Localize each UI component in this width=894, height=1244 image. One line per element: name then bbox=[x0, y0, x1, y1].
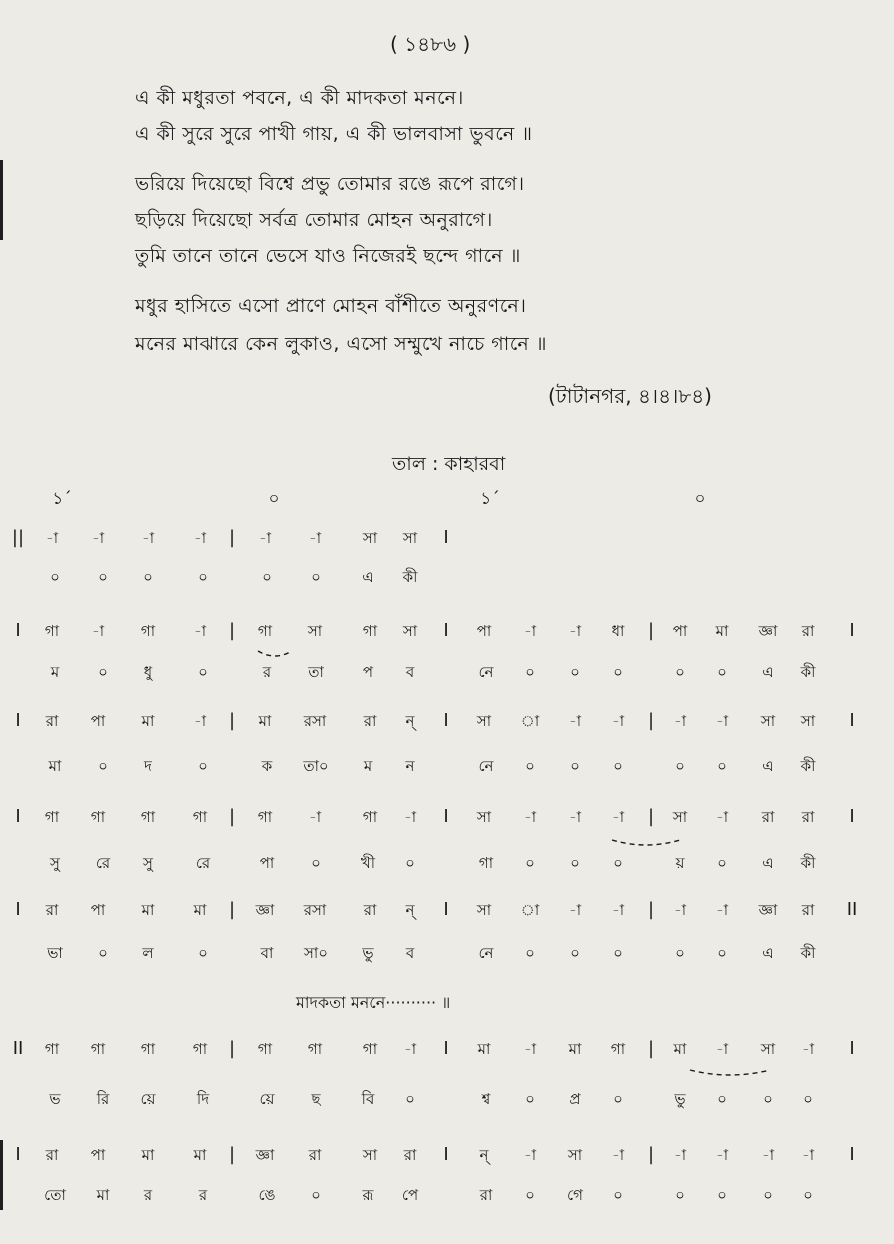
row-end-bar: I bbox=[849, 806, 855, 827]
swara-note: পা bbox=[90, 901, 106, 919]
swara-note: সা bbox=[800, 712, 816, 730]
lyric-syllable: ০ bbox=[525, 944, 535, 962]
row-end-bar: I bbox=[849, 1038, 855, 1059]
swara-note: গা bbox=[140, 808, 156, 826]
lyric-syllable: নে bbox=[478, 757, 494, 775]
lyric-syllable: ০ bbox=[405, 1090, 415, 1108]
swara-note: জ্ঞা bbox=[255, 1146, 275, 1164]
lyric-syllable: ০ bbox=[98, 663, 108, 681]
lyric-syllable: ব bbox=[405, 944, 415, 962]
lyric-syllable: ০ bbox=[50, 568, 60, 586]
lyric-syllable: ভু bbox=[674, 1090, 686, 1108]
lyric-syllable: ০ bbox=[525, 854, 535, 872]
bar-line: | bbox=[647, 806, 655, 827]
lyric-syllable: রে bbox=[195, 854, 211, 872]
swara-note: -া bbox=[91, 529, 105, 547]
swara-note: -া bbox=[611, 1146, 625, 1164]
lyric-syllable: ০ bbox=[525, 1186, 535, 1204]
swara-note: -া bbox=[715, 1146, 729, 1164]
lyric-syllable: তো bbox=[44, 1186, 66, 1204]
lyric-syllable: ০ bbox=[717, 854, 727, 872]
swara-note: -া bbox=[801, 1146, 815, 1164]
swara-note: মা bbox=[258, 712, 272, 730]
swara-note: গা bbox=[90, 1040, 106, 1058]
lyric-syllable: ০ bbox=[98, 568, 108, 586]
swara-note: রা bbox=[801, 901, 815, 919]
lyric-syllable: রি bbox=[96, 1090, 110, 1108]
swara-note: -া bbox=[193, 622, 207, 640]
lyric-syllable: ০ bbox=[613, 854, 623, 872]
swara-note: া bbox=[520, 901, 540, 919]
bar-line: | bbox=[647, 899, 655, 920]
swara-note: গা bbox=[44, 1040, 60, 1058]
swara-note: সা bbox=[567, 1146, 583, 1164]
row-end-bar: I bbox=[849, 620, 855, 641]
bar-line: | bbox=[228, 710, 236, 731]
row-start-bar: I bbox=[15, 710, 21, 731]
lyric-syllable: ০ bbox=[613, 944, 623, 962]
lyric-syllable: এ bbox=[762, 854, 774, 872]
lyric-syllable: তা০ bbox=[303, 757, 329, 775]
swara-note: -া bbox=[258, 529, 272, 547]
lyric-syllable: ভা bbox=[47, 944, 63, 962]
swara-note: -া bbox=[611, 712, 625, 730]
verse-line: ভরিয়ে দিয়েছো বিশ্বে প্রভু তোমার রঙে রূপে রাগে। bbox=[135, 173, 525, 195]
swara-note: গা bbox=[140, 1040, 156, 1058]
row-end-bar: II bbox=[846, 899, 858, 920]
row-start-bar: I bbox=[15, 1144, 21, 1165]
lyric-syllable: ০ bbox=[98, 757, 108, 775]
swara-note: সা bbox=[307, 622, 323, 640]
row-start-bar: I bbox=[15, 620, 21, 641]
lyric-syllable: য়ে bbox=[259, 1090, 275, 1108]
bar-line: I bbox=[443, 806, 449, 827]
lyric-syllable: র bbox=[262, 663, 272, 681]
lyric-syllable: ০ bbox=[198, 944, 208, 962]
bar-line: I bbox=[443, 527, 449, 548]
swara-note: -া bbox=[715, 712, 729, 730]
bar-line: I bbox=[443, 1038, 449, 1059]
bar-line: | bbox=[647, 1144, 655, 1165]
swara-note: গা bbox=[610, 1040, 626, 1058]
lyric-syllable: ভ bbox=[49, 1090, 61, 1108]
lyric-syllable: ০ bbox=[613, 1186, 623, 1204]
swara-note: সা bbox=[362, 529, 378, 547]
swara-note: রা bbox=[761, 808, 775, 826]
lyric-syllable: ঙে bbox=[258, 1186, 276, 1204]
swara-note: গা bbox=[307, 1040, 323, 1058]
lyric-syllable: ব bbox=[405, 663, 415, 681]
swara-note: রসা bbox=[303, 901, 327, 919]
lyric-syllable: ০ bbox=[198, 568, 208, 586]
lyric-syllable: সা০ bbox=[303, 944, 329, 962]
bar-line: | bbox=[228, 1144, 236, 1165]
lyric-syllable: কী bbox=[402, 568, 418, 586]
swara-note: মা bbox=[477, 1040, 491, 1058]
lyric-syllable: বি bbox=[361, 1090, 375, 1108]
swara-note: পা bbox=[476, 622, 492, 640]
swara-note: গা bbox=[44, 622, 60, 640]
swara-note: সা bbox=[760, 1040, 776, 1058]
lyric-syllable: ০ bbox=[570, 757, 580, 775]
lyric-syllable: ০ bbox=[311, 568, 321, 586]
lyric-syllable: ০ bbox=[613, 1090, 623, 1108]
lyric-syllable: ০ bbox=[803, 1090, 813, 1108]
swara-note: -া bbox=[761, 1146, 775, 1164]
swara-note: সা bbox=[476, 712, 492, 730]
swara-note: -া bbox=[715, 808, 729, 826]
swara-note: -া bbox=[673, 712, 687, 730]
swara-note: -া bbox=[523, 622, 537, 640]
lyric-syllable: ০ bbox=[525, 1090, 535, 1108]
bar-line: I bbox=[443, 620, 449, 641]
swara-note: মা bbox=[193, 901, 207, 919]
lyric-syllable: ০ bbox=[675, 1186, 685, 1204]
refrain-note: মাদকতা মননে·········· ॥ bbox=[296, 993, 451, 1012]
lyric-syllable: নে bbox=[478, 944, 494, 962]
row-start-bar: I bbox=[15, 899, 21, 920]
swara-note: -া bbox=[523, 1146, 537, 1164]
swara-note: ন্ bbox=[405, 901, 415, 919]
lyric-syllable: প bbox=[362, 663, 374, 681]
lyric-syllable: ০ bbox=[311, 854, 321, 872]
verse-line: এ কী সুরে সুরে পাখী গায়, এ কী ভালবাসা ভুবনে ॥ bbox=[135, 123, 533, 145]
lyric-syllable: গে bbox=[567, 1186, 583, 1204]
swara-note: রা bbox=[363, 712, 377, 730]
swara-note: মা bbox=[141, 1146, 155, 1164]
swara-note: ন্ bbox=[479, 1146, 489, 1164]
swara-note: রা bbox=[363, 901, 377, 919]
swara-note: গা bbox=[192, 808, 208, 826]
swara-note: ন্ bbox=[405, 712, 415, 730]
lyric-syllable: প্র bbox=[569, 1090, 581, 1108]
swara-note: গা bbox=[90, 808, 106, 826]
lyric-syllable: ছ bbox=[311, 1090, 321, 1108]
lyric-syllable: ০ bbox=[143, 568, 153, 586]
row-end-bar: I bbox=[849, 710, 855, 731]
swara-note: সা bbox=[476, 808, 492, 826]
bar-line: | bbox=[228, 806, 236, 827]
lyric-syllable: ০ bbox=[717, 944, 727, 962]
lyric-syllable: ০ bbox=[763, 1090, 773, 1108]
lyric-syllable: পা bbox=[259, 854, 275, 872]
swara-note: রসা bbox=[303, 712, 327, 730]
swara-note: -া bbox=[568, 622, 582, 640]
lyric-syllable: মা bbox=[48, 757, 62, 775]
taal-heading: তাল : কাহারবা bbox=[392, 453, 506, 475]
lyric-syllable: ভু bbox=[362, 944, 374, 962]
lyric-syllable: কী bbox=[800, 663, 816, 681]
lyric-syllable: রে bbox=[95, 854, 111, 872]
swara-note: -া bbox=[611, 808, 625, 826]
lyric-syllable: ম bbox=[50, 663, 60, 681]
swara-note: গা bbox=[257, 1040, 273, 1058]
swara-note: গা bbox=[362, 808, 378, 826]
swara-note: -া bbox=[568, 808, 582, 826]
row-start-bar: I bbox=[15, 806, 21, 827]
swara-note: -া bbox=[568, 712, 582, 730]
lyric-syllable: ০ bbox=[803, 1186, 813, 1204]
swara-note: মা bbox=[673, 1040, 687, 1058]
swara-note: রা bbox=[801, 808, 815, 826]
swara-note: -া bbox=[715, 901, 729, 919]
swara-note: -া bbox=[141, 529, 155, 547]
bar-line: | bbox=[228, 1038, 236, 1059]
bar-line: I bbox=[443, 899, 449, 920]
verse-line: ছড়িয়ে দিয়েছো সর্বত্র তোমার মোহন অনুরাগে। bbox=[135, 209, 493, 231]
lyric-syllable: ধু bbox=[143, 663, 153, 681]
lyric-syllable: ০ bbox=[525, 757, 535, 775]
swara-note: পা bbox=[90, 1146, 106, 1164]
swara-note: -া bbox=[193, 529, 207, 547]
swara-note: -া bbox=[673, 901, 687, 919]
swara-note: জ্ঞা bbox=[758, 901, 778, 919]
swara-note: পা bbox=[672, 622, 688, 640]
swara-note: সা bbox=[476, 901, 492, 919]
verse-line: মধুর হাসিতে এসো প্রাণে মোহন বাঁশীতে অনুরণনে। bbox=[135, 295, 527, 317]
swara-note: মা bbox=[141, 901, 155, 919]
bar-line: | bbox=[228, 527, 236, 548]
beat-mark: ০ bbox=[694, 489, 706, 509]
lyric-syllable: সু bbox=[143, 854, 153, 872]
verse-line: মনের মাঝারে কেন লুকাও, এসো সম্মুখে নাচে গানে ॥ bbox=[135, 333, 547, 355]
slur-mark bbox=[612, 840, 680, 845]
lyric-syllable: কী bbox=[800, 757, 816, 775]
lyric-syllable: ০ bbox=[198, 663, 208, 681]
bar-line: | bbox=[228, 620, 236, 641]
lyric-syllable: ০ bbox=[405, 854, 415, 872]
bar-line: | bbox=[228, 899, 236, 920]
page-number: ( ১৪৮৬ ) bbox=[390, 32, 471, 56]
lyric-syllable: ০ bbox=[717, 1090, 727, 1108]
swara-note: মা bbox=[141, 712, 155, 730]
swara-note: গা bbox=[140, 622, 156, 640]
lyric-syllable: গা bbox=[478, 854, 494, 872]
lyric-syllable: ০ bbox=[763, 1186, 773, 1204]
row-end-bar: I bbox=[849, 1144, 855, 1165]
lyric-syllable: ০ bbox=[98, 944, 108, 962]
swara-note: -া bbox=[45, 529, 59, 547]
slur-mark bbox=[690, 1070, 770, 1075]
lyric-syllable: বা bbox=[260, 944, 274, 962]
lyric-syllable: সু bbox=[50, 854, 60, 872]
bar-line: | bbox=[647, 710, 655, 731]
lyric-syllable: পে bbox=[401, 1186, 419, 1204]
swara-note: রা bbox=[308, 1146, 322, 1164]
swara-note: সা bbox=[402, 622, 418, 640]
lyric-syllable: এ bbox=[762, 757, 774, 775]
lyric-syllable: এ bbox=[762, 663, 774, 681]
swara-note: -া bbox=[308, 529, 322, 547]
swara-note: জ্ঞা bbox=[758, 622, 778, 640]
swara-note: রা bbox=[403, 1146, 417, 1164]
swara-note: সা bbox=[672, 808, 688, 826]
lyric-syllable: ০ bbox=[570, 663, 580, 681]
swara-note: -া bbox=[523, 808, 537, 826]
lyric-syllable: রূ bbox=[362, 1186, 374, 1204]
swara-note: -া bbox=[568, 901, 582, 919]
lyric-syllable: এ bbox=[362, 568, 374, 586]
lyric-syllable: ০ bbox=[717, 663, 727, 681]
beat-mark: ০ bbox=[268, 489, 280, 509]
lyric-syllable: ০ bbox=[525, 663, 535, 681]
lyric-syllable: ০ bbox=[570, 944, 580, 962]
lyric-syllable: ০ bbox=[717, 1186, 727, 1204]
swara-note: গা bbox=[192, 1040, 208, 1058]
lyric-syllable: য়ে bbox=[140, 1090, 156, 1108]
row-start-bar: || bbox=[11, 527, 25, 548]
swara-note: মা bbox=[193, 1146, 207, 1164]
lyric-syllable: ০ bbox=[675, 944, 685, 962]
swara-note: রা bbox=[45, 1146, 59, 1164]
swara-note: -া bbox=[673, 1146, 687, 1164]
swara-note: রা bbox=[45, 712, 59, 730]
lyric-syllable: কী bbox=[800, 944, 816, 962]
row-start-bar: II bbox=[12, 1038, 24, 1059]
lyric-syllable: য় bbox=[675, 854, 685, 872]
swara-note: -া bbox=[193, 712, 207, 730]
lyric-syllable: ল bbox=[142, 944, 154, 962]
swara-note: -া bbox=[403, 808, 417, 826]
swara-note: সা bbox=[402, 529, 418, 547]
swara-note: গা bbox=[257, 622, 273, 640]
bar-line: | bbox=[647, 1038, 655, 1059]
swara-note: -া bbox=[308, 808, 322, 826]
swara-note: -া bbox=[523, 1040, 537, 1058]
lyric-syllable: ০ bbox=[198, 757, 208, 775]
lyric-syllable: শ্ব bbox=[481, 1090, 491, 1108]
swara-note: মা bbox=[715, 622, 729, 640]
lyric-syllable: ০ bbox=[613, 757, 623, 775]
swara-note: ধা bbox=[611, 622, 625, 640]
swara-note: গা bbox=[362, 1040, 378, 1058]
lyric-syllable: খী bbox=[360, 854, 376, 872]
swara-note: -া bbox=[715, 1040, 729, 1058]
verse-line: তুমি তানে তানে ভেসে যাও নিজেরই ছন্দে গানে ॥ bbox=[135, 245, 521, 267]
swara-note: গা bbox=[44, 808, 60, 826]
lyric-syllable: ০ bbox=[675, 757, 685, 775]
lyric-syllable: ০ bbox=[311, 1186, 321, 1204]
lyric-syllable: ০ bbox=[717, 757, 727, 775]
swara-note: -া bbox=[801, 1040, 815, 1058]
lyric-syllable: নে bbox=[478, 663, 494, 681]
swara-note: া bbox=[520, 712, 540, 730]
lyric-syllable: দ bbox=[144, 757, 152, 775]
lyric-syllable: দি bbox=[196, 1090, 210, 1108]
slur-mark bbox=[258, 651, 292, 656]
beat-mark: ১´ bbox=[52, 489, 72, 509]
lyric-syllable: ০ bbox=[675, 663, 685, 681]
lyric-syllable: র bbox=[198, 1186, 208, 1204]
swara-note: সা bbox=[362, 1146, 378, 1164]
bar-line: I bbox=[443, 710, 449, 731]
lyric-syllable: ম bbox=[363, 757, 373, 775]
lyric-syllable: ০ bbox=[613, 663, 623, 681]
swara-note: -া bbox=[91, 622, 105, 640]
verse-line: এ কী মধুরতা পবনে, এ কী মাদকতা মননে। bbox=[135, 87, 464, 109]
bar-line: I bbox=[443, 1144, 449, 1165]
swara-note: জ্ঞা bbox=[255, 901, 275, 919]
swara-note: গা bbox=[257, 808, 273, 826]
swara-note: গা bbox=[362, 622, 378, 640]
swara-note: মা bbox=[568, 1040, 582, 1058]
place-date: (টাটানগর, ৪।৪।৮৪) bbox=[548, 384, 712, 408]
swara-note: সা bbox=[760, 712, 776, 730]
lyric-syllable: তা bbox=[308, 663, 324, 681]
bar-line: | bbox=[647, 620, 655, 641]
lyric-syllable: ন bbox=[405, 757, 415, 775]
swara-note: রা bbox=[45, 901, 59, 919]
lyric-syllable: এ bbox=[762, 944, 774, 962]
swara-note: পা bbox=[90, 712, 106, 730]
lyric-syllable: ০ bbox=[570, 854, 580, 872]
lyric-syllable: মা bbox=[96, 1186, 110, 1204]
lyric-syllable: ০ bbox=[262, 568, 272, 586]
swara-note: রা bbox=[801, 622, 815, 640]
swara-note: -া bbox=[403, 1040, 417, 1058]
lyric-syllable: র bbox=[143, 1186, 153, 1204]
swara-note: -া bbox=[611, 901, 625, 919]
lyric-syllable: রা bbox=[479, 1186, 493, 1204]
beat-mark: ১´ bbox=[480, 489, 500, 509]
lyric-syllable: ক bbox=[261, 757, 273, 775]
lyric-syllable: কী bbox=[800, 854, 816, 872]
